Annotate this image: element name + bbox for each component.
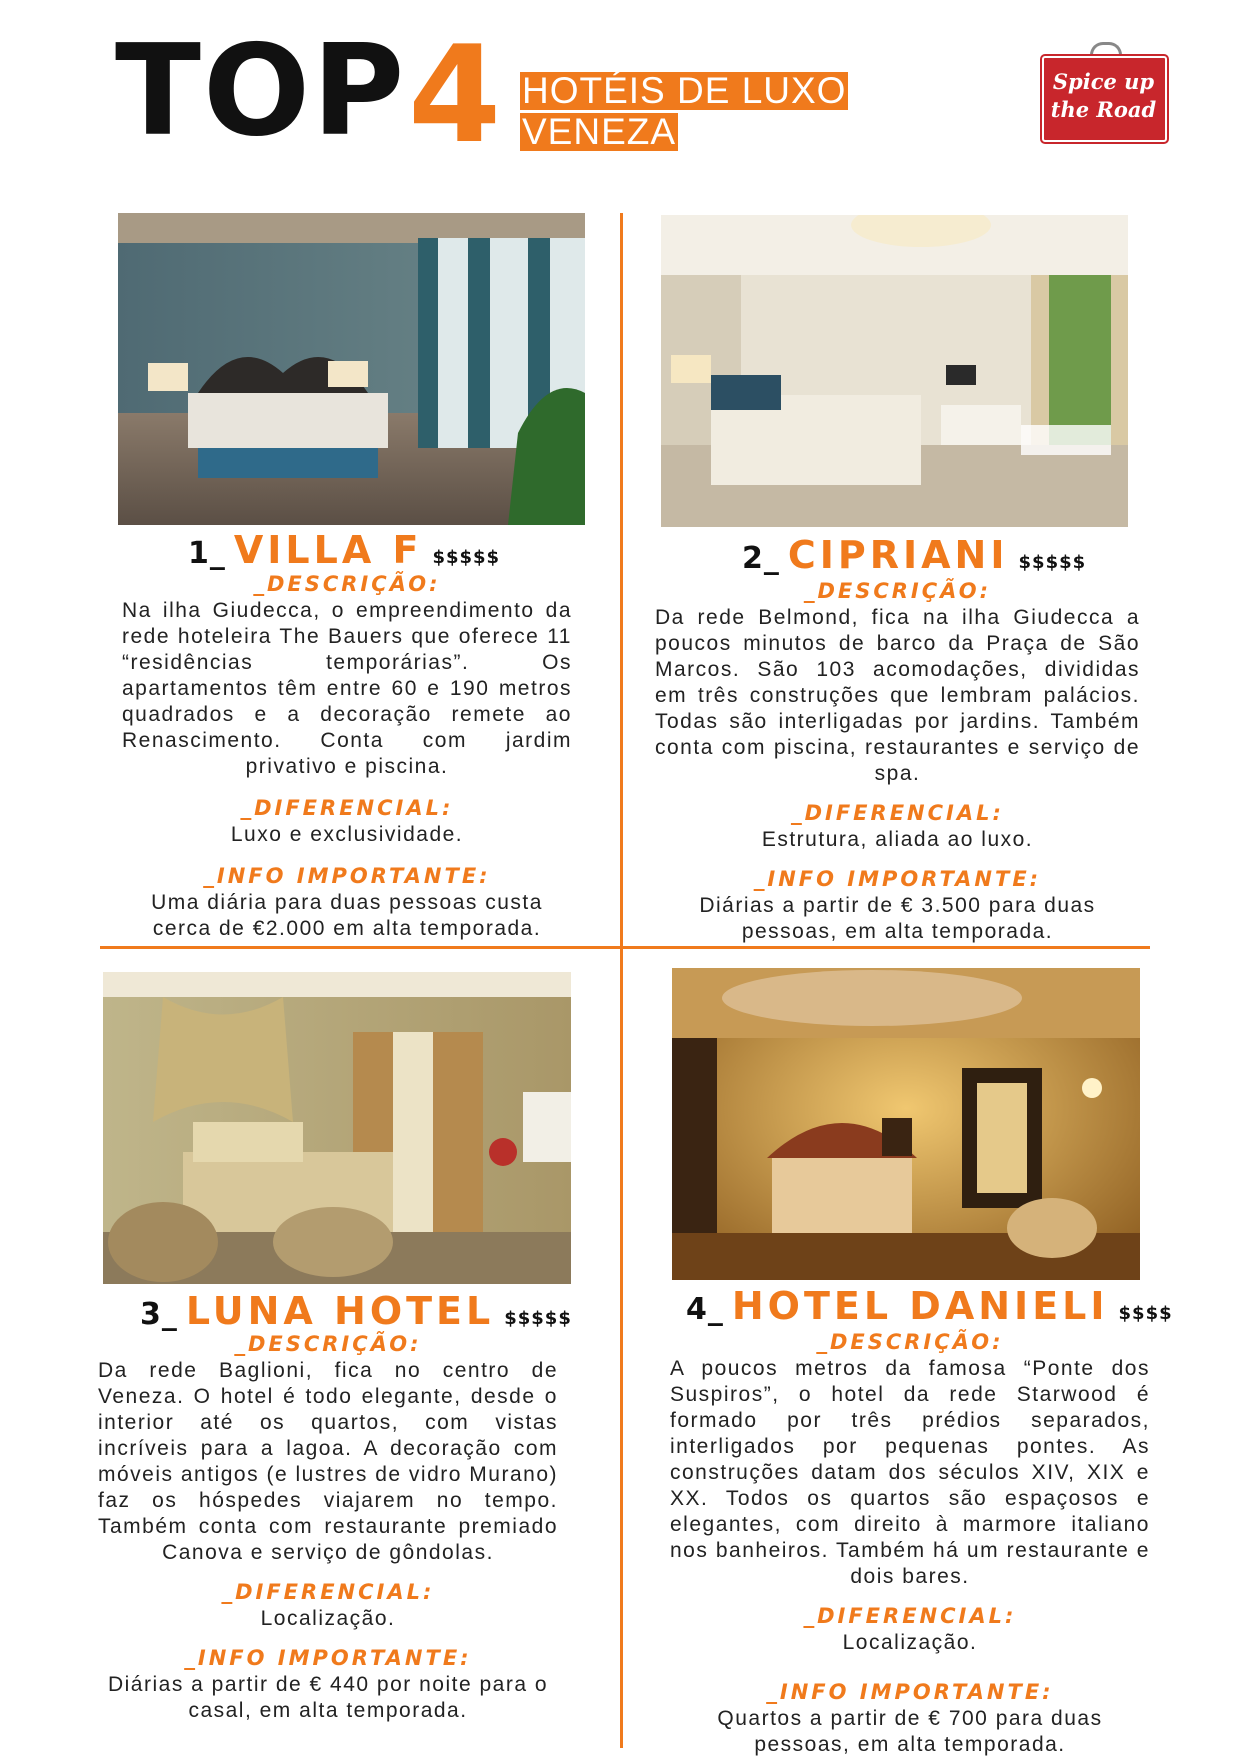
info-text: Quartos a partir de € 700 para duas pessoas, em alta temporada. [717, 1707, 1103, 1756]
page-title-top: TOP [115, 17, 407, 164]
info-heading: _INFO IMPORTANTE: [766, 1680, 1054, 1704]
info-text: Diárias a partir de € 3.500 para duas pessoas, em alta temporada. [699, 894, 1096, 943]
description-heading: _DESCRIÇÃO: [253, 572, 441, 596]
differential-heading: _DIFERENCIAL: [240, 796, 454, 820]
differential-heading: _DIFERENCIAL: [221, 1580, 435, 1604]
info-heading: _INFO IMPORTANTE: [753, 867, 1042, 891]
page-subtitle-line1: HOTÉIS DE LUXO [522, 70, 847, 111]
hotel-photo-hotel-danieli [672, 968, 1140, 1280]
hotel-price-rating: $$$$$ [504, 1308, 572, 1329]
differential-text: Localização. [260, 1607, 396, 1630]
hotel-name-row-2 [742, 533, 1086, 577]
hotel-3-details [98, 1330, 558, 1724]
differential-text: Estrutura, aliada ao luxo. [761, 828, 1034, 851]
hotel-name-row-1 [188, 528, 500, 572]
page-subtitle-line2: VENEZA [522, 111, 677, 152]
hotel-name-row-3 [140, 1289, 572, 1333]
description-text: A poucos metros da famosa “Ponte dos Suspiros”, o hotel da rede Starwood é formado por três prédios separados, interligados por pequenas pontes. As construções datam dos séculos XIV, XIX e XX. Todos os quartos são espaçosos e elegantes, com direito à marmore italiano nos banheiros. Também há um restaurante e dois bares. [670, 1357, 1150, 1588]
logo-text-line1: Spice up [1052, 69, 1155, 94]
hotel-name: VILLA F [233, 528, 423, 572]
description-text: Da rede Baglioni, fica no centro de Veneza. O hotel é todo elegante, desde o interior até os quartos, com vistas incríveis para a lagoa. A decoração com móveis antigos (e lustres de vidro Murano) faz os hóspedes viajarem no tempo. Também conta com restaurante premiado Canova e serviço de gôndolas. [98, 1359, 558, 1564]
hotel-photo-villa-f [118, 213, 585, 525]
hotel-photo-luna-hotel [103, 972, 571, 1284]
differential-text: Luxo e exclusividade. [230, 823, 464, 846]
logo-text-line2: the Road [1050, 97, 1157, 122]
description-heading: _DESCRIÇÃO: [234, 1332, 422, 1356]
description-heading: _DESCRIÇÃO: [816, 1330, 1004, 1354]
logo-text [1040, 68, 1167, 124]
hotel-photo-cipriani [661, 215, 1128, 527]
hotel-name: CIPRIANI [787, 533, 1009, 577]
differential-text: Localização. [842, 1631, 978, 1654]
hotel-number: 1_ [188, 536, 226, 571]
page-title-number: 4 [408, 17, 502, 173]
info-heading: _INFO IMPORTANTE: [184, 1646, 472, 1670]
info-text: Uma diária para duas pessoas custa cerca de €2.000 em alta temporada. [151, 891, 543, 940]
hotel-price-rating: $$$$$ [432, 547, 501, 568]
vertical-divider [620, 213, 623, 1748]
hotel-name: HOTEL DANIELI [731, 1284, 1109, 1328]
description-heading: _DESCRIÇÃO: [803, 579, 992, 603]
hotel-4-details [670, 1328, 1150, 1758]
description-text: Na ilha Giudecca, o empreendimento da rede hoteleira The Bauers que oferece 11 “residências temporárias”. Os apartamentos têm entre 60 e 190 metros quadrados e a decoração remete ao Renascimento. Conta com jardim privativo e piscina. [122, 599, 572, 778]
hotel-price-rating: $$$$ [1118, 1303, 1173, 1324]
hotel-number: 3_ [140, 1297, 178, 1332]
hotel-name-row-4 [686, 1284, 1173, 1328]
hotel-price-rating: $$$$$ [1018, 552, 1087, 573]
differential-heading: _DIFERENCIAL: [803, 1604, 1017, 1628]
brand-logo [1040, 42, 1167, 142]
hotel-name: LUNA HOTEL [185, 1289, 495, 1333]
hotel-number: 4_ [686, 1292, 724, 1327]
horizontal-divider [100, 946, 1150, 949]
differential-heading: _DIFERENCIAL: [791, 801, 1004, 825]
hotel-2-details [655, 577, 1140, 945]
hotel-number: 2_ [742, 541, 780, 576]
hotel-1-details [122, 570, 572, 942]
info-text: Diárias a partir de € 440 por noite para o casal, em alta temporada. [107, 1673, 549, 1722]
info-heading: _INFO IMPORTANTE: [203, 864, 491, 888]
description-text: Da rede Belmond, fica na ilha Giudecca a poucos minutos de barco da Praça de São Marcos. São 103 acomodações, divididas em três construções que lembram palácios. Todas são interligadas por jardins. Também conta com piscina, restaurantes e serviço de spa. [655, 606, 1140, 785]
